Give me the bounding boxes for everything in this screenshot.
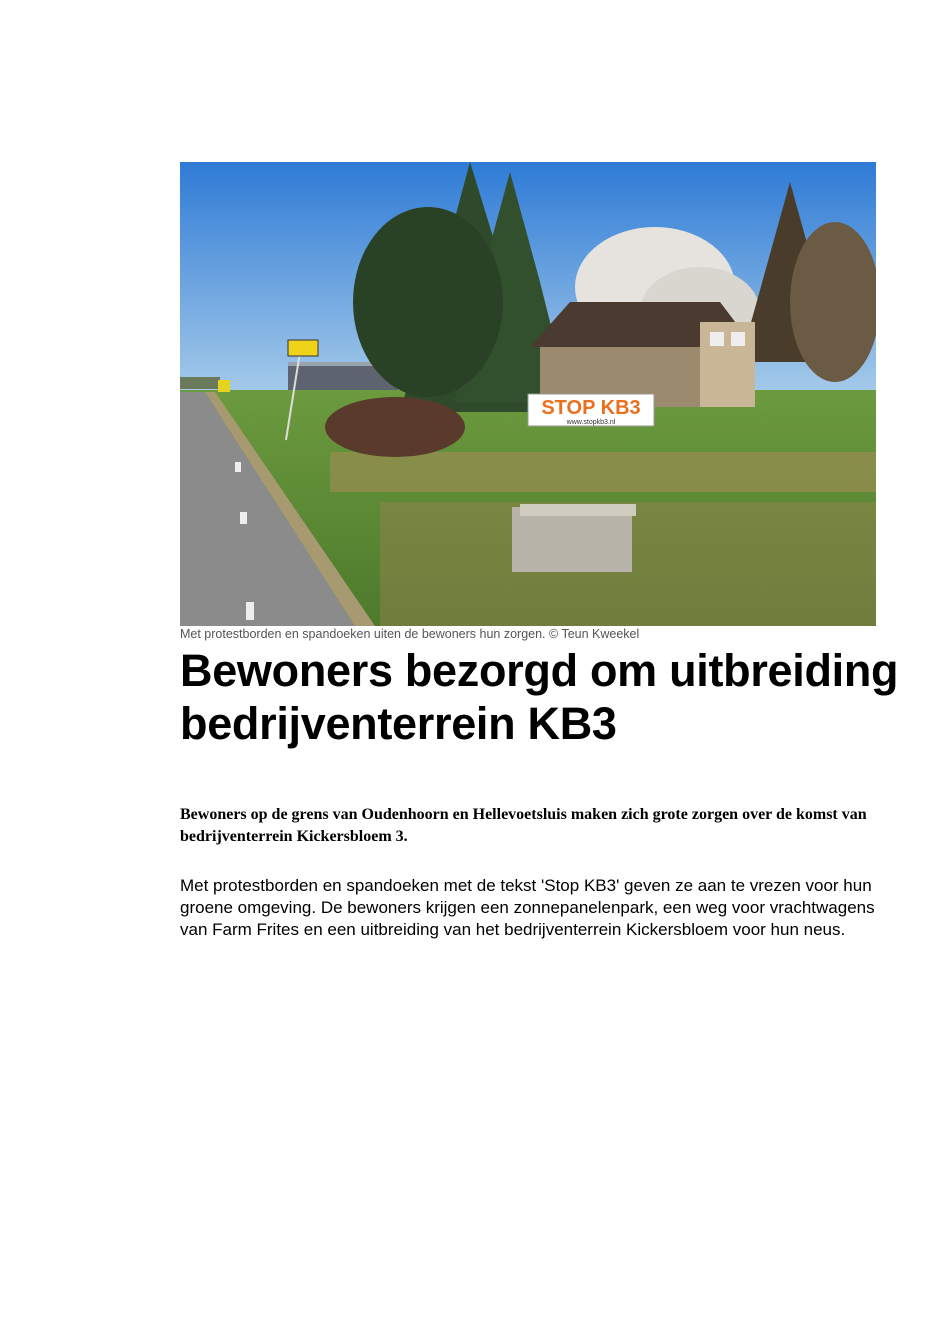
road-sign bbox=[288, 340, 318, 356]
culvert bbox=[512, 507, 632, 572]
photo-caption: Met protestborden en spandoeken uiten de bewoners hun zorgen. © Teun Kweekel bbox=[180, 627, 640, 641]
article-headline: Bewoners bezorgd om uitbreiding bedrijventerrein KB3 bbox=[180, 645, 899, 749]
article-lead: Bewoners op de grens van Oudenhoorn en Hellevoetsluis maken zich grote zorgen over de komst van bedrijventerrein Kickersbloem 3. bbox=[180, 806, 867, 845]
article-body: Met protestborden en spandoeken met de tekst 'Stop KB3' geven ze aan te vrezen voor hun groene omgeving. De bewoners krijgen een zonnepanelenpark, een weg voor vrachtwagens van Farm Frites en een uitbreiding van het bedrijventerrein Kickersbloem voor hun neus. bbox=[180, 876, 875, 939]
banner-url: www.stopkb3.nl bbox=[566, 419, 616, 426]
banner-text: STOP KB3 bbox=[541, 397, 641, 419]
tree-left bbox=[353, 207, 503, 397]
shrub bbox=[325, 397, 465, 457]
article-photo bbox=[180, 162, 876, 626]
